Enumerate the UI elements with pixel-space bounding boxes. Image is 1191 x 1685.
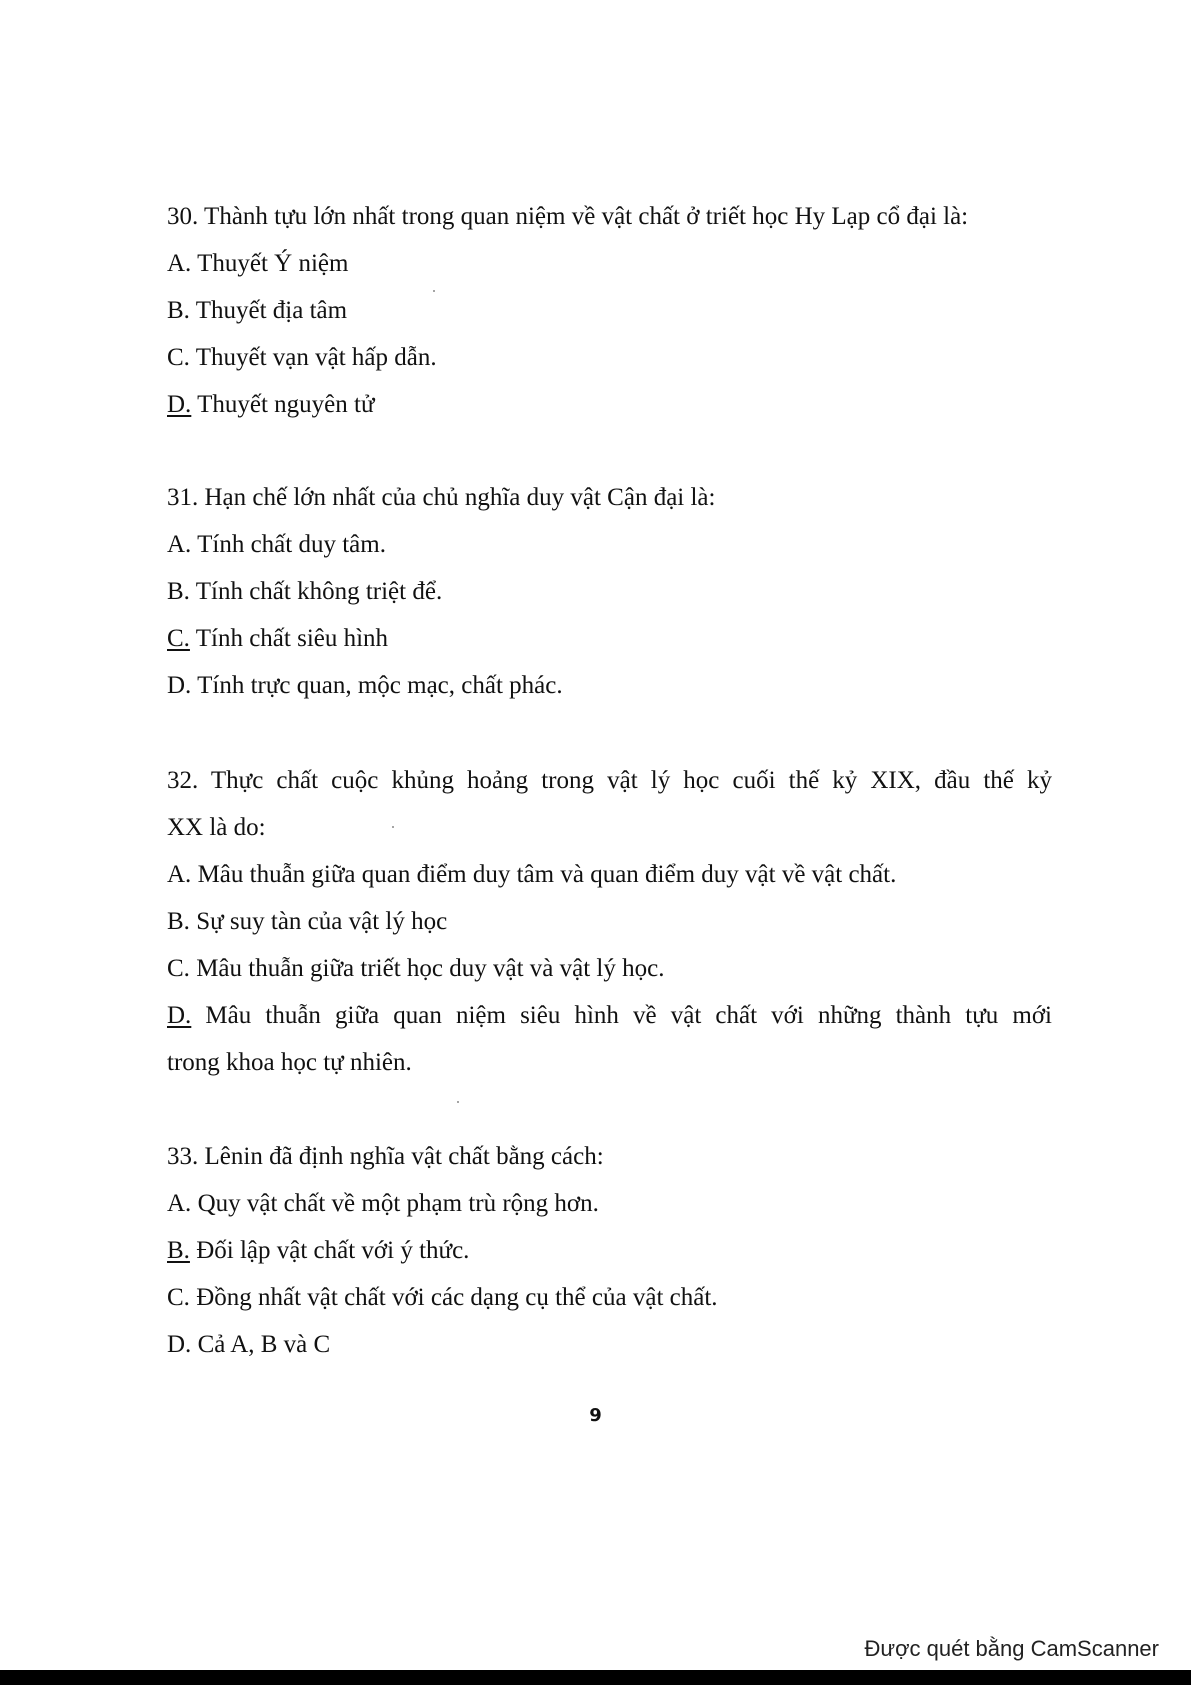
- option-d: D. Cả A, B và C: [167, 1331, 331, 1358]
- scan-speck: [457, 1101, 459, 1103]
- option-c-answer: C. Tính chất siêu hình: [167, 625, 389, 652]
- question-prompt: 32. Thực chất cuộc khủng hoảng trong vật lý học cuối thế kỷ XIX, đầu thế kỷ: [167, 767, 1052, 794]
- answer-marker: C.: [167, 625, 190, 652]
- scan-bottom-edge: [0, 1670, 1191, 1685]
- option-d: D. Tính trực quan, mộc mạc, chất phác.: [167, 672, 563, 699]
- page-number: 9: [589, 1405, 602, 1426]
- question-30: [167, 193, 1052, 428]
- scan-speck: [433, 290, 435, 292]
- option-d-answer: D. Mâu thuẫn giữa quan niệm siêu hình về vật chất với những thành tựu mới: [167, 1002, 1052, 1029]
- answer-marker: D.: [167, 391, 192, 418]
- option-a: A. Tính chất duy tâm.: [167, 531, 386, 558]
- option-d-answer: D. Thuyết nguyên tử: [167, 391, 375, 418]
- option-c: C. Thuyết vạn vật hấp dẫn.: [167, 344, 437, 371]
- option-c: C. Đồng nhất vật chất với các dạng cụ thể của vật chất.: [167, 1284, 718, 1311]
- answer-marker: D.: [167, 1002, 192, 1029]
- question-33: [167, 1133, 1052, 1368]
- question-prompt: 31. Hạn chế lớn nhất của chủ nghĩa duy vật Cận đại là:: [167, 484, 716, 511]
- option-c: C. Mâu thuẫn giữa triết học duy vật và vật lý học.: [167, 955, 665, 982]
- question-31: [167, 474, 1052, 709]
- option-b-answer: B. Đối lập vật chất với ý thức.: [167, 1237, 470, 1264]
- scanner-watermark: Được quét bằng CamScanner: [864, 1636, 1159, 1661]
- option-a: A. Mâu thuẫn giữa quan điểm duy tâm và quan điểm duy vật về vật chất.: [167, 861, 897, 888]
- question-32: [167, 757, 1052, 1086]
- option-d-continued: trong khoa học tự nhiên.: [167, 1049, 412, 1076]
- question-prompt: 33. Lênin đã định nghĩa vật chất bằng cách:: [167, 1143, 604, 1170]
- option-b: B. Tính chất không triệt để.: [167, 578, 443, 605]
- option-a: A. Thuyết Ý niệm: [167, 250, 349, 277]
- option-a: A. Quy vật chất về một phạm trù rộng hơn.: [167, 1190, 599, 1217]
- scan-speck: [392, 826, 394, 828]
- question-prompt-continued: XX là do:: [167, 814, 266, 841]
- question-prompt: 30. Thành tựu lớn nhất trong quan niệm về vật chất ở triết học Hy Lạp cổ đại là:: [167, 203, 969, 230]
- answer-marker: B.: [167, 1237, 190, 1264]
- option-b: B. Thuyết địa tâm: [167, 297, 348, 324]
- option-b: B. Sự suy tàn của vật lý học: [167, 908, 448, 935]
